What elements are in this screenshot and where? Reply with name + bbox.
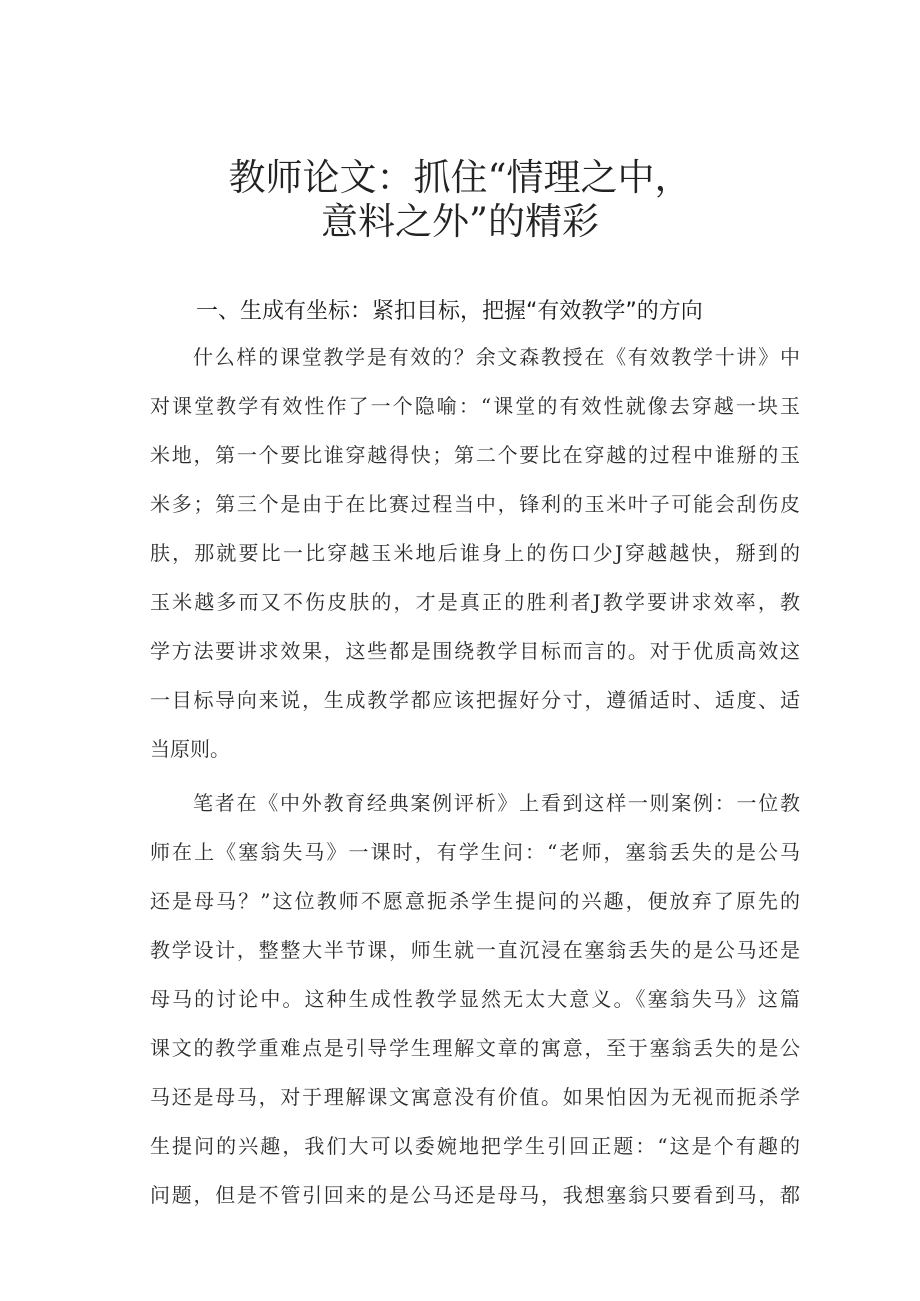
paragraph-2-line: 问题，但是不管引回来的是公马还是母马，我想塞翁只要看到马，都: [150, 1183, 800, 1207]
paragraph-1-line: 一目标导向来说，生成教学都应该把握好分寸，遵循适时、适度、适: [150, 688, 800, 712]
paragraph-2-line: 还是母马？”这位教师不愿意扼杀学生提问的兴趣，便放弃了原先的: [150, 889, 800, 913]
paragraph-1-line: 米多；第三个是由于在比赛过程当中，锋利的玉米叶子可能会刮伤皮: [150, 492, 800, 516]
paragraph-2-line: 马还是母马，对于理解课文寓意没有价值。如果怕因为无视而扼杀学: [150, 1085, 800, 1109]
section-heading: 一、生成有坐标：紧扣目标，把握“有效教学”的方向: [196, 299, 703, 324]
paragraph-2-line: 生提问的兴趣，我们大可以委婉地把学生引回正题：“这是个有趣的: [150, 1134, 800, 1158]
paragraph-2-line: 课文的教学重难点是引导学生理解文章的寓意，至于塞翁丢失的是公: [150, 1036, 800, 1060]
document-title-line-1: 教师论文：抓住“情理之中，: [228, 156, 692, 199]
paragraph-2-line: 母马的讨论中。这种生成性教学显然无太大意义。《塞翁失马》这篇: [150, 987, 800, 1011]
paragraph-1-line: 对课堂教学有效性作了一个隐喻：“课堂的有效性就像去穿越一块玉: [150, 394, 800, 418]
paragraph-1-line: 肤，那就要比一比穿越玉米地后谁身上的伤口少J穿越越快，掰到的: [150, 541, 800, 565]
paragraph-1-line: 学方法要讲求效果，这些都是围绕教学目标而言的。对于优质高效这: [150, 639, 800, 663]
paragraph-2-line: 师在上《塞翁失马》一课时，有学生问：“老师，塞翁丢失的是公马: [150, 840, 800, 864]
document-title-line-2: 意料之外”的精彩: [321, 200, 599, 243]
paragraph-1-line: 米地，第一个要比谁穿越得快；第二个要比在穿越的过程中谁掰的玉: [150, 443, 800, 467]
paragraph-1-line: 什么样的课堂教学是有效的？余文森教授在《有效教学十讲》中: [193, 345, 800, 369]
paragraph-1-line: 当原则。: [150, 737, 230, 761]
paragraph-2-line: 教学设计，整整大半节课，师生就一直沉浸在塞翁丢失的是公马还是: [150, 938, 800, 962]
paragraph-2-line: 笔者在《中外教育经典案例评析》上看到这样一则案例：一位教: [193, 791, 800, 815]
paragraph-1-line: 玉米越多而又不伤皮肤的，才是真正的胜利者J教学要讲求效率，教: [150, 590, 800, 614]
